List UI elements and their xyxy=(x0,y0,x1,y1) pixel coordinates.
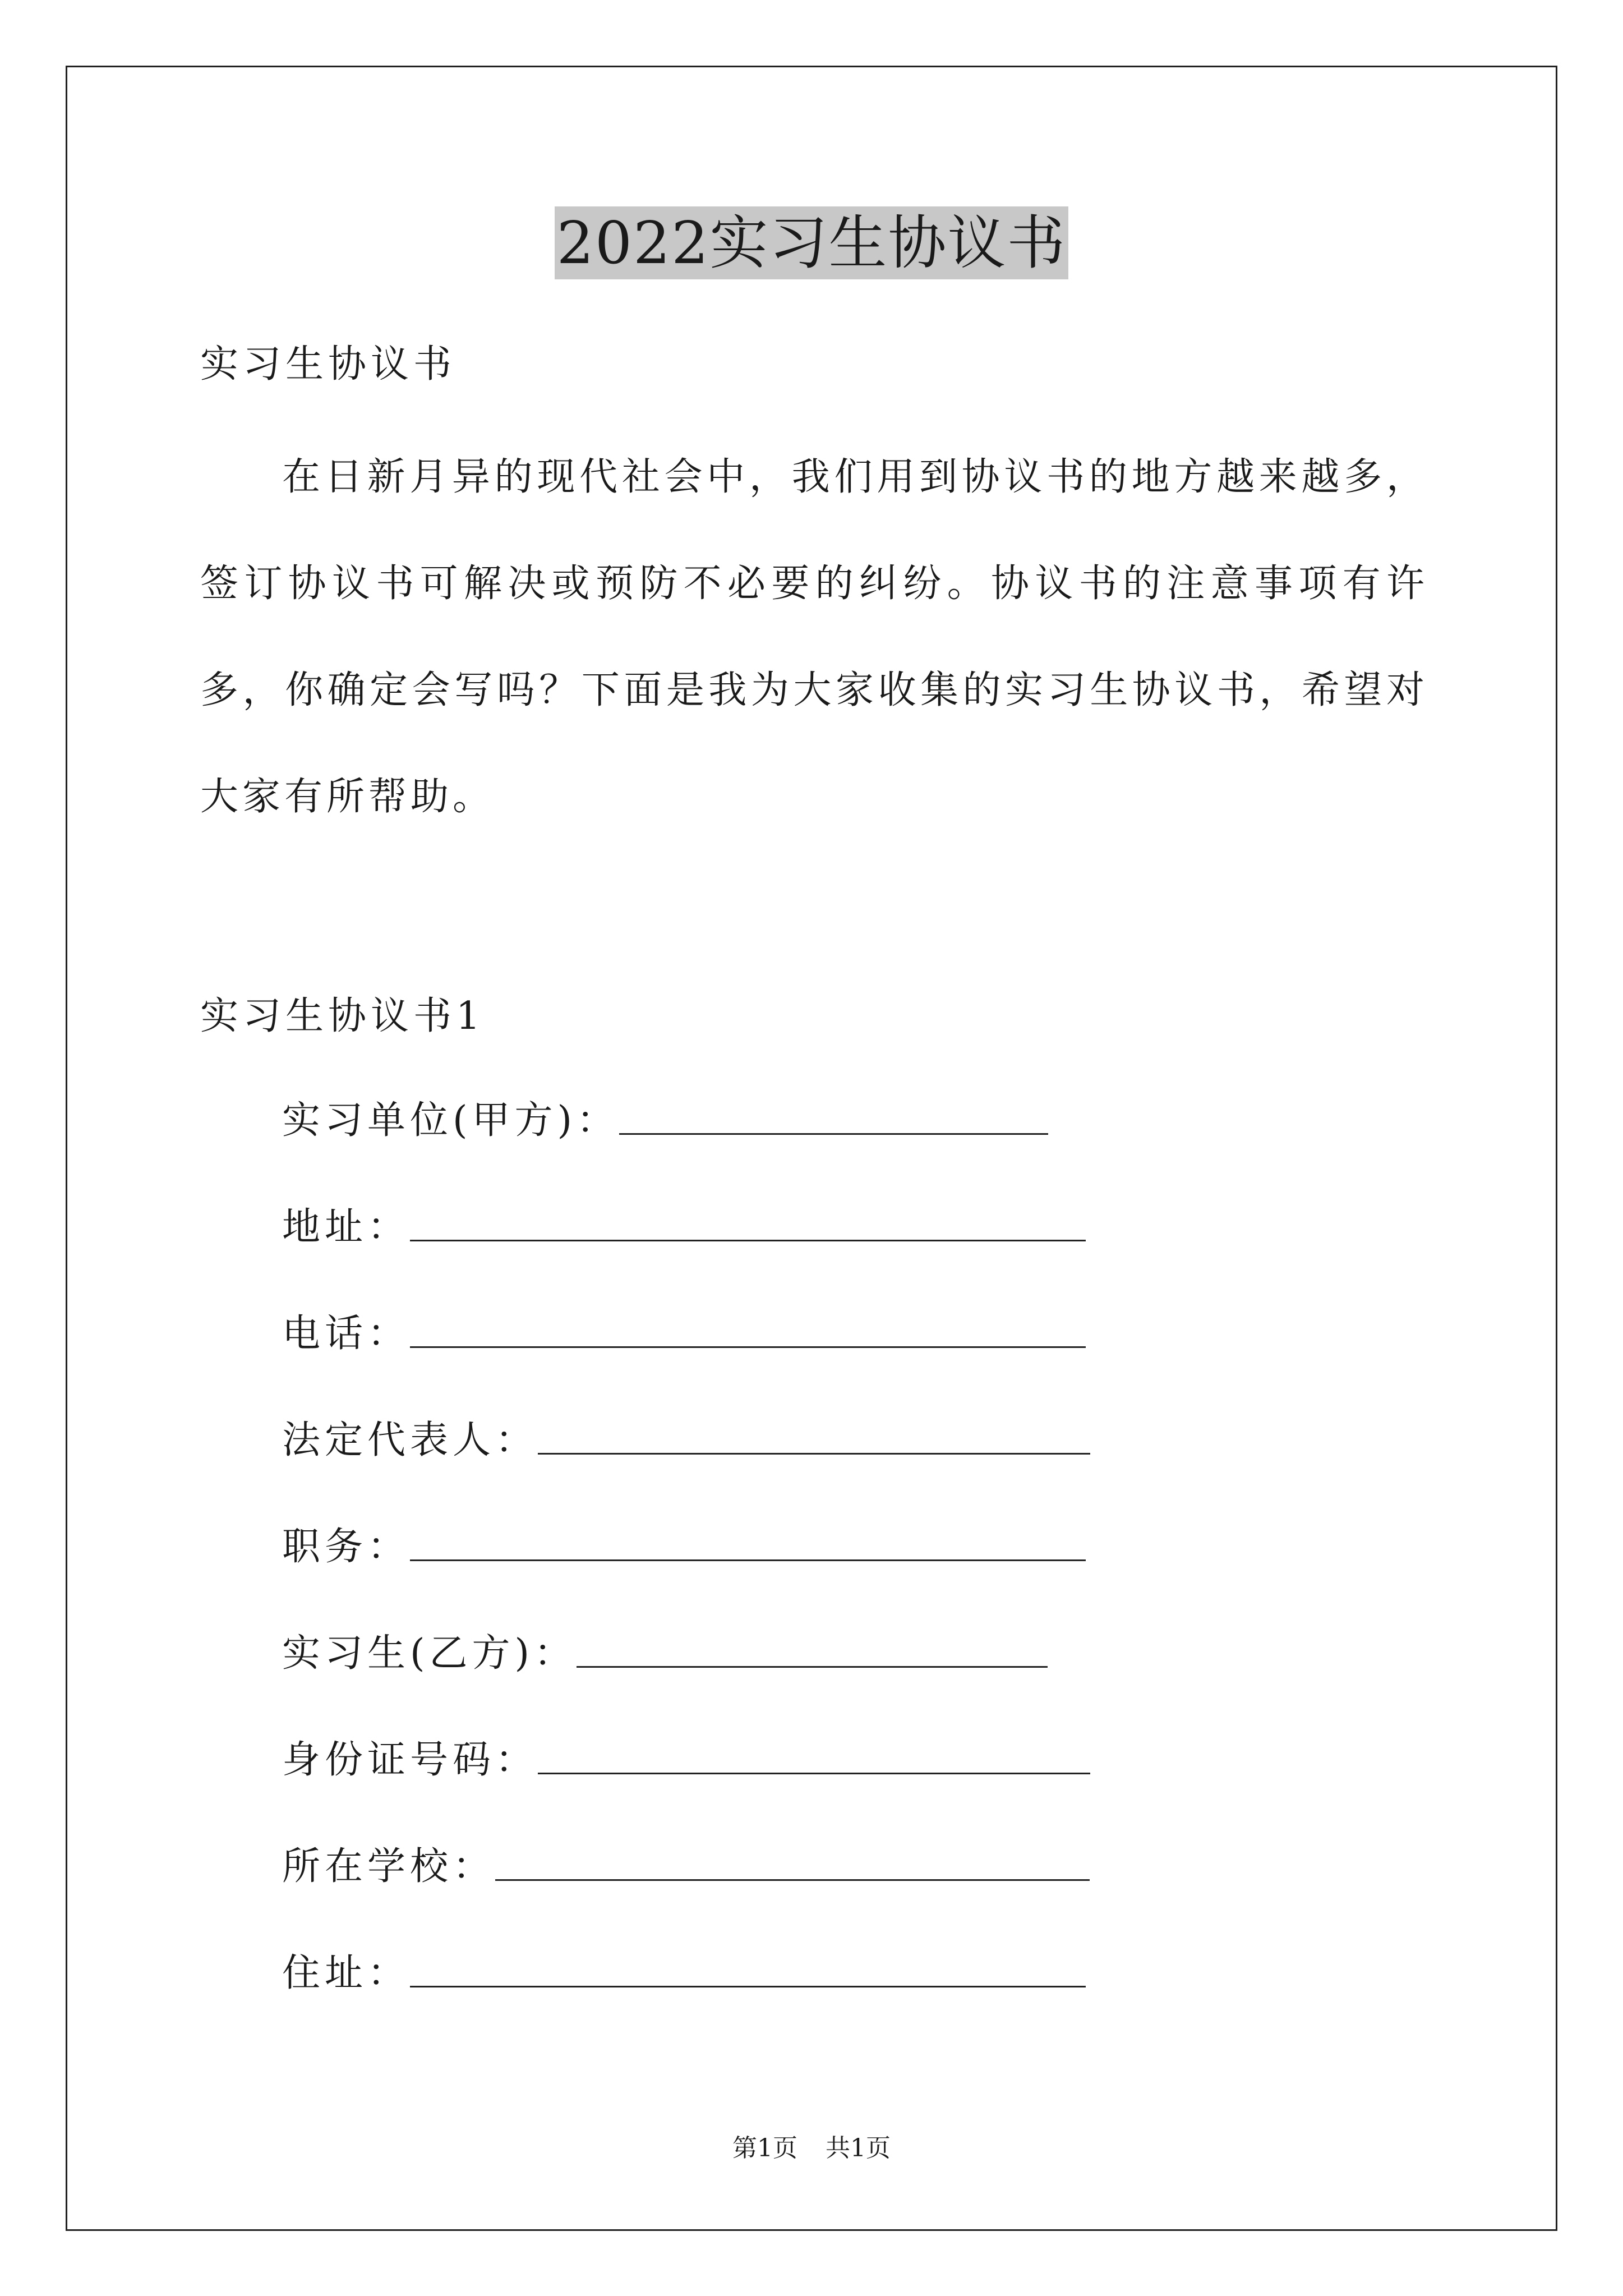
field-label: 住址： xyxy=(282,1951,411,1995)
blank-line xyxy=(495,1839,1090,1881)
form-field-address xyxy=(200,1199,1428,1306)
field-label: 职务： xyxy=(282,1525,411,1569)
field-label: 地址： xyxy=(282,1205,411,1249)
form-field-legal-rep xyxy=(200,1412,1428,1519)
intro-paragraph: 在日新月异的现代社会中，我们用到协议书的地方越来越多，签订协议书可解决或预防不必要的纠纷。协议书的注意事项有许多，你确定会写吗？下面是我为大家收集的实习生协议书，希望对大家有所帮助。 xyxy=(200,455,1428,819)
form-field-residence xyxy=(200,1945,1428,2052)
form-field-position xyxy=(200,1519,1428,1626)
form-field-id-number xyxy=(200,1732,1428,1839)
blank-line xyxy=(410,1519,1086,1561)
field-label: 实习单位(甲方)： xyxy=(282,1098,620,1143)
field-label: 电话： xyxy=(282,1312,411,1356)
page-footer xyxy=(0,2132,1623,2165)
page-total: 共1页 xyxy=(826,2134,891,2162)
form-field-party-a xyxy=(200,1093,1428,1199)
form-fields xyxy=(200,1093,1428,2052)
form-field-school xyxy=(200,1839,1428,1945)
blank-line xyxy=(538,1412,1090,1455)
field-label: 实习生(乙方)： xyxy=(282,1631,577,1676)
blank-line xyxy=(410,1199,1086,1241)
form-field-phone xyxy=(200,1306,1428,1412)
blank-line xyxy=(538,1732,1090,1774)
blank-line xyxy=(577,1626,1048,1668)
document-subtitle: 实习生协议书 xyxy=(200,342,457,386)
document-body xyxy=(200,337,1428,2052)
blank-line xyxy=(619,1093,1048,1135)
title-container xyxy=(0,206,1623,279)
form-field-party-b xyxy=(200,1626,1428,1732)
field-label: 法定代表人： xyxy=(282,1418,538,1462)
blank-line xyxy=(410,1306,1086,1348)
field-label: 身份证号码： xyxy=(282,1738,538,1782)
field-label: 所在学校： xyxy=(282,1844,496,1889)
document-title: 2022实习生协议书 xyxy=(555,206,1069,279)
section-heading: 实习生协议书1 xyxy=(200,994,485,1038)
blank-line xyxy=(410,1945,1086,1987)
page-number: 第1页 xyxy=(732,2134,797,2162)
